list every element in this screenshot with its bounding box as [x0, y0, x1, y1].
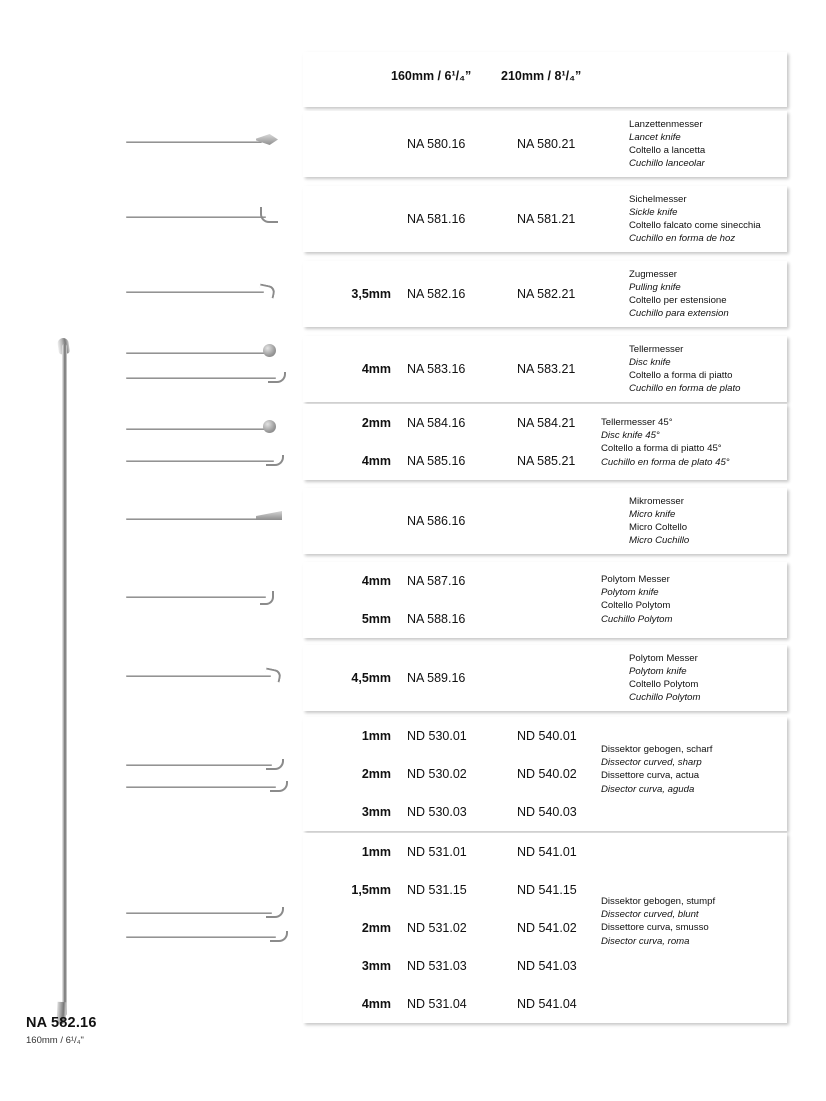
row-code-210[interactable]: ND 541.01: [517, 845, 577, 859]
row-description: [619, 652, 787, 705]
row-code-160[interactable]: NA 587.16: [407, 574, 466, 588]
row-description: [601, 743, 781, 796]
row-description: [619, 495, 787, 548]
table-row[interactable]: [303, 793, 787, 831]
row-description: [601, 416, 781, 469]
group-pulling-knife[interactable]: [303, 261, 787, 327]
table-row[interactable]: [303, 336, 787, 402]
row-code-210[interactable]: NA 580.21: [517, 137, 576, 151]
row-size: 4mm: [361, 362, 391, 376]
desc-it: Coltello falcato come sinecchia: [629, 220, 761, 231]
group-polytom-knife-b[interactable]: [303, 645, 787, 711]
instrument-disc-knife-45-side-icon: [126, 456, 286, 466]
desc-es: Cuchillo Polytom: [629, 692, 701, 704]
desc-it: Dissettore curva, actua: [601, 770, 700, 782]
table-row[interactable]: [303, 186, 787, 252]
desc-de: Polytom Messer: [629, 652, 698, 664]
desc-es: Micro Cuchillo: [629, 535, 690, 547]
desc-en: Micro knife: [629, 508, 676, 520]
row-size: 3,5mm: [351, 287, 391, 301]
row-code-160[interactable]: ND 530.02: [407, 767, 467, 781]
row-code-160[interactable]: ND 531.02: [407, 921, 467, 935]
row-size: 5mm: [361, 612, 391, 626]
desc-en: Polytom knife: [601, 587, 659, 599]
instrument-dissector-sharp-icon: [126, 760, 291, 770]
desc-de: Sichelmesser: [629, 193, 687, 205]
row-size: 3mm: [361, 805, 391, 819]
desc-de: Zugmesser: [629, 268, 677, 280]
desc-en: Disc knife 45°: [601, 430, 660, 442]
table-row[interactable]: [303, 947, 787, 985]
desc-it: Coltello Polytom: [601, 600, 671, 612]
instrument-disc-knife-icon: [126, 348, 286, 358]
desc-de: Tellermesser: [629, 343, 684, 355]
desc-de: Tellermesser 45°: [601, 417, 673, 428]
desc-de: Mikromesser: [629, 495, 684, 507]
desc-de: Lanzettenmesser: [629, 118, 703, 130]
showcase-caption: [26, 1015, 97, 1046]
row-description: [601, 573, 781, 626]
desc-es: Cuchillo en forma de plato 45°: [601, 456, 730, 468]
row-size: 4mm: [361, 454, 391, 468]
row-code-210[interactable]: NA 583.21: [517, 362, 576, 376]
desc-en: Dissector curved, blunt: [601, 909, 699, 921]
row-size: 2mm: [361, 921, 391, 935]
group-sickle-knife[interactable]: [303, 186, 787, 252]
instrument-sickle-knife-icon: [126, 212, 278, 222]
desc-es: Disector curva, aguda: [601, 783, 695, 795]
desc-es: Cuchillo en forma de plato: [629, 383, 741, 395]
row-code-160[interactable]: NA 584.16: [407, 416, 466, 430]
instrument-micro-knife-icon: [126, 514, 291, 524]
group-disc-knife-45[interactable]: [303, 404, 787, 480]
group-dissector-curved-blunt[interactable]: [303, 833, 787, 1023]
desc-it: Coltello a forma di piatto: [629, 370, 733, 381]
row-code-160[interactable]: NA 589.16: [407, 671, 466, 685]
desc-de: Polytom Messer: [601, 574, 670, 585]
desc-it: Coltello per estensione: [629, 295, 727, 306]
group-micro-knife[interactable]: [303, 488, 787, 554]
desc-es: Disector curva, roma: [601, 935, 690, 947]
row-code-160[interactable]: NA 588.16: [407, 612, 466, 626]
row-size: 1,5mm: [351, 883, 391, 897]
showcase-size: 160mm / 6¹/₄": [26, 1035, 84, 1046]
desc-es: Cuchillo lanceolar: [629, 158, 705, 170]
row-code-160[interactable]: NA 585.16: [407, 454, 466, 468]
row-code-160[interactable]: NA 586.16: [407, 514, 466, 528]
row-code-160[interactable]: ND 530.01: [407, 729, 467, 743]
instrument-disc-knife-side-icon: [126, 373, 286, 383]
table-row[interactable]: [303, 985, 787, 1023]
row-size: 4mm: [361, 574, 391, 588]
desc-es: Cuchillo para extension: [629, 308, 729, 320]
row-size: 1mm: [361, 729, 391, 743]
row-description: [619, 268, 787, 321]
row-code-160[interactable]: NA 580.16: [407, 137, 466, 151]
row-code-210[interactable]: ND 541.02: [517, 921, 577, 935]
row-description: [619, 118, 787, 171]
desc-en: Disc knife: [629, 356, 671, 368]
group-lancet-knife[interactable]: [303, 111, 787, 177]
row-code-160[interactable]: ND 531.15: [407, 883, 467, 897]
row-size: 2mm: [361, 416, 391, 430]
showcase-instrument-shaft: [62, 344, 67, 1016]
desc-en: Pulling knife: [629, 281, 681, 293]
group-dissector-curved-sharp[interactable]: [303, 717, 787, 831]
row-code-160[interactable]: ND 531.04: [407, 997, 467, 1011]
row-description: [619, 343, 787, 396]
desc-it: Micro Coltello: [629, 522, 688, 533]
row-size: 2mm: [361, 767, 391, 781]
row-code-210[interactable]: ND 540.01: [517, 729, 577, 743]
row-code-210[interactable]: NA 585.21: [517, 454, 576, 468]
row-code-160[interactable]: NA 581.16: [407, 212, 466, 226]
row-size: 1mm: [361, 845, 391, 859]
row-code-210[interactable]: ND 540.02: [517, 767, 577, 781]
row-description: [619, 193, 787, 246]
instrument-pulling-knife-icon: [126, 287, 278, 297]
row-code-210[interactable]: NA 584.21: [517, 416, 576, 430]
row-code-210[interactable]: ND 541.04: [517, 997, 577, 1011]
instrument-lancet-knife-icon: [126, 137, 278, 147]
desc-en: Lancet knife: [629, 131, 681, 143]
table-row[interactable]: [303, 261, 787, 327]
table-row[interactable]: [303, 111, 787, 177]
showcase-instrument: [0, 330, 300, 1090]
row-code-210[interactable]: NA 582.21: [517, 287, 576, 301]
row-size: 4mm: [361, 997, 391, 1011]
instrument-polytom-knife-b-icon: [126, 671, 291, 681]
instrument-polytom-knife-icon: [126, 592, 286, 602]
desc-it: Coltello Polytom: [629, 679, 699, 690]
table-row[interactable]: [303, 645, 787, 711]
header-size-160: 160mm / 6¹/₄”: [391, 69, 472, 83]
row-description: [601, 895, 781, 948]
row-code-210[interactable]: ND 540.03: [517, 805, 577, 819]
desc-it: Coltello a lancetta: [629, 145, 706, 156]
row-code-210[interactable]: ND 541.15: [517, 883, 577, 897]
instrument-dissector-blunt-icon: [126, 908, 291, 918]
group-polytom-knife-a[interactable]: [303, 562, 787, 638]
desc-en: Sickle knife: [629, 206, 678, 218]
desc-de: Dissektor gebogen, scharf: [601, 744, 713, 755]
row-code-160[interactable]: ND 531.03: [407, 959, 467, 973]
header-size-210: 210mm / 8¹/₄”: [501, 69, 582, 83]
showcase-code: NA 582.16: [26, 1015, 97, 1031]
desc-de: Dissektor gebogen, stumpf: [601, 896, 716, 907]
desc-en: Dissector curved, sharp: [601, 757, 702, 769]
row-code-210[interactable]: NA 581.21: [517, 212, 576, 226]
row-code-160[interactable]: ND 530.03: [407, 805, 467, 819]
desc-it: Dissettore curva, smusso: [601, 922, 709, 934]
group-disc-knife[interactable]: [303, 336, 787, 402]
instrument-dissector-blunt-side-icon: [126, 932, 291, 942]
table-header-panel: [303, 52, 787, 107]
table-row[interactable]: [303, 833, 787, 871]
row-code-160[interactable]: NA 583.16: [407, 362, 466, 376]
row-code-160[interactable]: NA 582.16: [407, 287, 466, 301]
table-row[interactable]: [303, 488, 787, 554]
row-code-160[interactable]: ND 531.01: [407, 845, 467, 859]
instrument-dissector-sharp-side-icon: [126, 782, 291, 792]
desc-es: Cuchillo en forma de hoz: [629, 233, 736, 245]
desc-es: Cuchillo Polytom: [601, 613, 673, 625]
row-size: 4,5mm: [351, 671, 391, 685]
desc-it: Coltello a forma di piatto 45°: [601, 443, 722, 455]
row-size: 3mm: [361, 959, 391, 973]
instrument-disc-knife-45-icon: [126, 424, 286, 434]
row-code-210[interactable]: ND 541.03: [517, 959, 577, 973]
desc-en: Polytom knife: [629, 665, 687, 677]
